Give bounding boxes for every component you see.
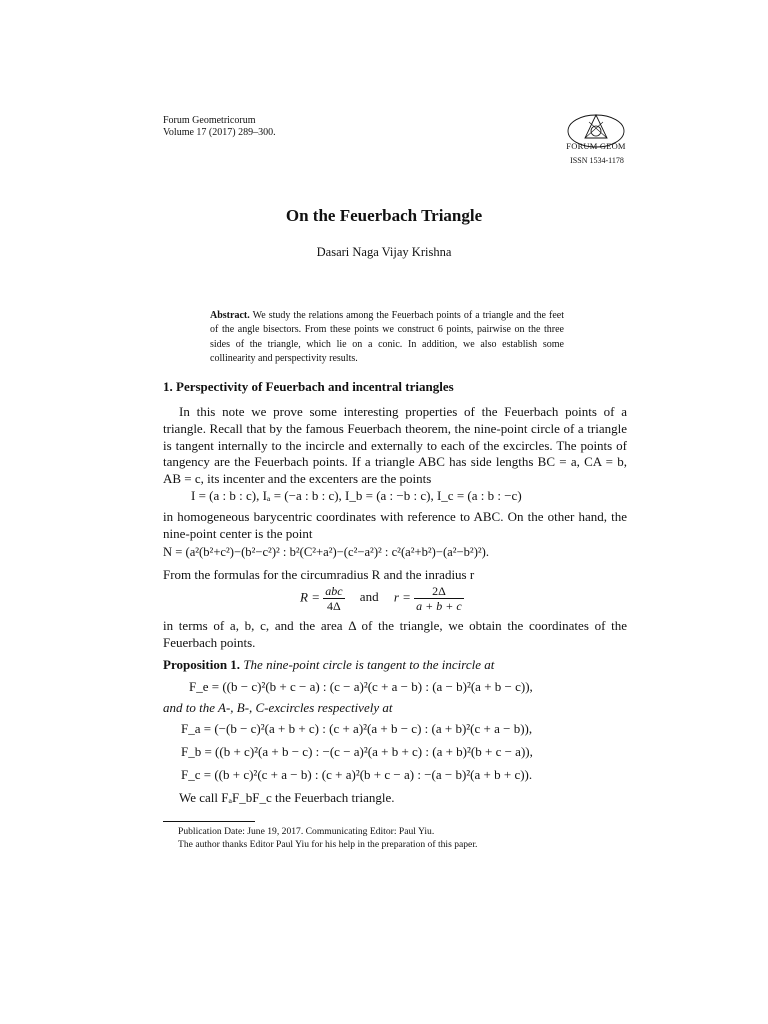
footnote-acknowledgement: The author thanks Editor Paul Yiu for his help in the preparation of this paper.	[178, 839, 478, 850]
fraction-r-denominator: a + b + c	[416, 599, 462, 613]
eq-R-lhs: R =	[300, 589, 320, 605]
homogeneous-paragraph: in homogeneous barycentric coordinates with reference to ABC. On the other hand, the nine-point center is the point	[163, 509, 627, 541]
equation-Fb: F_b = ((b + c)²(a + b − c) : −(c − a)²(a + b + c) : (a + b)²(b + c − a)),	[181, 744, 533, 759]
journal-volume: Volume 17 (2017) 289–300.	[163, 127, 276, 138]
equation-Fa: F_a = (−(b − c)²(a + b + c) : (c + a)²(a + b − c) : (a + b)²(c + a − b)),	[181, 721, 533, 736]
fraction-R-denominator: 4Δ	[327, 599, 341, 613]
area-paragraph: in terms of a, b, c, and the area Δ of the triangle, we obtain the coordinates of the Feuerbach points.	[163, 618, 627, 650]
fraction-R-numerator: abc	[325, 584, 343, 598]
proposition-label: Proposition 1.	[163, 657, 241, 672]
closing-sentence: We call FₐF_bF_c the Feuerbach triangle.	[179, 790, 395, 805]
fraction-r-numerator: 2Δ	[414, 584, 464, 599]
abstract-label: Abstract.	[210, 310, 250, 321]
footnote-rule	[163, 821, 255, 822]
proposition-statement: The nine-point circle is tangent to the incircle at	[243, 657, 495, 672]
paper-title: On the Feuerbach Triangle	[285, 206, 483, 225]
fraction-r	[414, 584, 464, 613]
equation-radii	[300, 584, 464, 613]
intro-paragraph: In this note we prove some interesting properties of the Feuerbach points of a triangle. Recall that by the famous Feuerbach theorem, the nine-point circle of a triangle is tangent internally to the incircle and externally to each of the excircles. The points of tangency are the Feuerbach points. If a triangle ABC has side lengths BC = a, CA = b, AB = c, its incenter and the excenters are the points	[163, 404, 627, 487]
excircles-statement: and to the A-, B-, C-excircles respectively at	[163, 700, 393, 715]
equation-nine-point-center: N = (a²(b²+c²)−(b²−c²)² : b²(C²+a²)−(c²−a²)² : c²(a²+b²)−(a²−b²)²).	[163, 545, 490, 559]
abstract	[210, 309, 564, 366]
equation-centers: I = (a : b : c), Iₐ = (−a : b : c), I_b = (a : −b : c), I_c = (a : b : −c)	[191, 488, 522, 503]
logo-text: FORUM GEOM	[566, 141, 626, 151]
journal-header	[163, 115, 276, 139]
eq-and: and	[359, 589, 379, 605]
equation-Fc: F_c = ((b + c)²(c + a − b) : (c + a)²(b + c − a) : −(a − b)²(a + b + c)).	[181, 767, 533, 782]
excircles-text	[163, 700, 627, 717]
section-heading: 1. Perspectivity of Feuerbach and incentral triangles	[163, 379, 454, 394]
equation-Fe: F_e = ((b − c)²(b + c − a) : (c − a)²(c + a − b) : (a − b)²(a + b − c)),	[189, 679, 533, 694]
footnote-publication: Publication Date: June 19, 2017. Communicating Editor: Paul Yiu.	[178, 826, 435, 837]
abstract-text: We study the relations among the Feuerbach points of a triangle and the feet of the angle bisectors. From these points we construct 6 points, pairwise on the three sides of the triangle, which lie on a conic. In addition, we also establish some collinearity and perspectivity results.	[210, 310, 565, 364]
radius-paragraph: From the formulas for the circumradius R and the inradius r	[163, 567, 475, 582]
fraction-R	[323, 584, 344, 613]
proposition	[163, 657, 627, 674]
issn: ISSN 1534-1178	[570, 156, 624, 165]
journal-name: Forum Geometricorum	[163, 115, 256, 126]
paper-author: Dasari Naga Vijay Krishna	[316, 245, 452, 259]
eq-r-lhs: r =	[393, 589, 411, 605]
